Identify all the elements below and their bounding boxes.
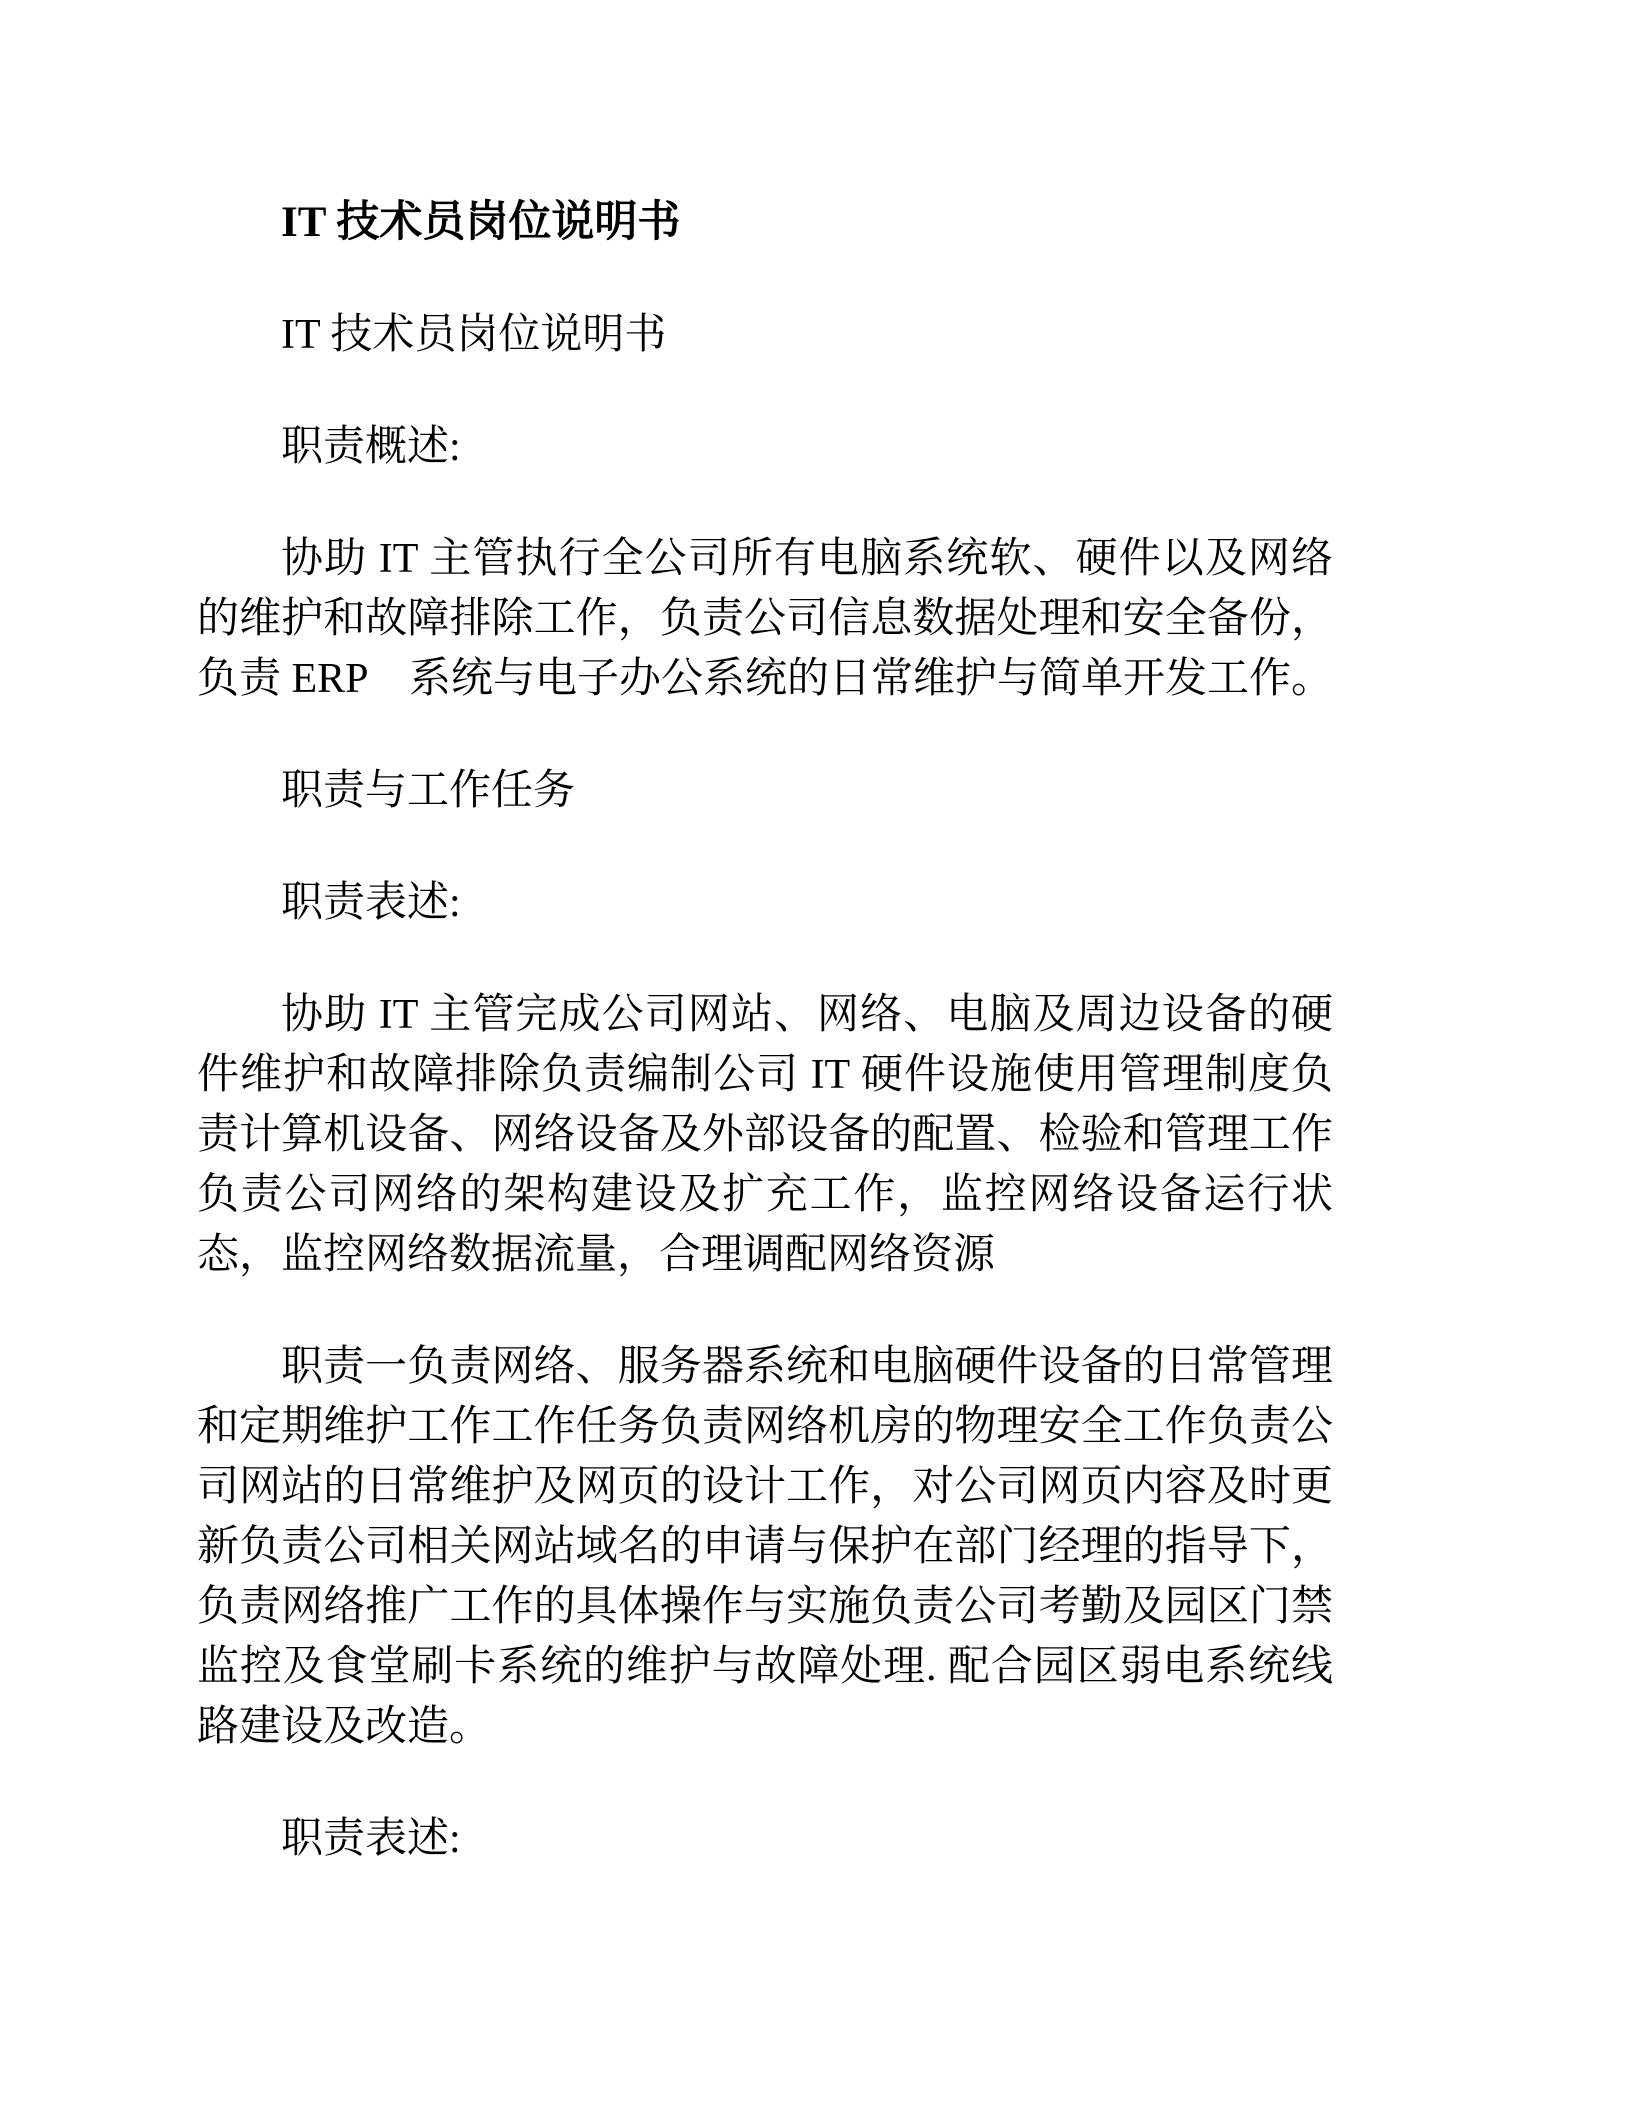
section-heading-overview: 职责概述: bbox=[281, 424, 461, 470]
section-heading-duties: 职责与工作任务 bbox=[281, 768, 576, 814]
paragraph-duty-1: 职责一负责网络、服务器系统和电脑硬件设备的日常管理和定期维护工作工作任务负责网络机房的物理安全工作负责公司网站的日常维护及网页的设计工作，对公司网页内容及时更新负责公司相关网站域名的申请与保护在部门经理的指导下，负责网络推广工作的具体操作与实施负责公司考勤及园区门禁监控及食堂刷卡系统的维护与故障处理. 配合园区弱电系统线路建设及改造。 bbox=[197, 1344, 1333, 1750]
paragraph-duty-statement-1: 协助 IT 主管完成公司网站、网络、电脑及周边设备的硬件维护和故障排除负责编制公司 IT 硬件设施使用管理制度负责计算机设备、网络设备及外部设备的配置、检验和管理工作负责公司网络的架构建设及扩充工作，监控网络设备运行状态，监控网络数据流量，合理调配网络资源 bbox=[197, 992, 1333, 1278]
section-heading-duty-statement-1: 职责表述: bbox=[281, 880, 461, 926]
document-title: IT 技术员岗位说明书 bbox=[281, 199, 681, 246]
document-subtitle: IT 技术员岗位说明书 bbox=[281, 312, 667, 358]
paragraph-overview: 协助 IT 主管执行全公司所有电脑系统软、硬件以及网络的维护和故障排除工作，负责公司信息数据处理和安全备份，负责 ERP 系统与电子办公系统的日常维护与简单开发工作。 bbox=[197, 536, 1333, 702]
section-heading-duty-statement-2: 职责表述: bbox=[281, 1816, 461, 1862]
